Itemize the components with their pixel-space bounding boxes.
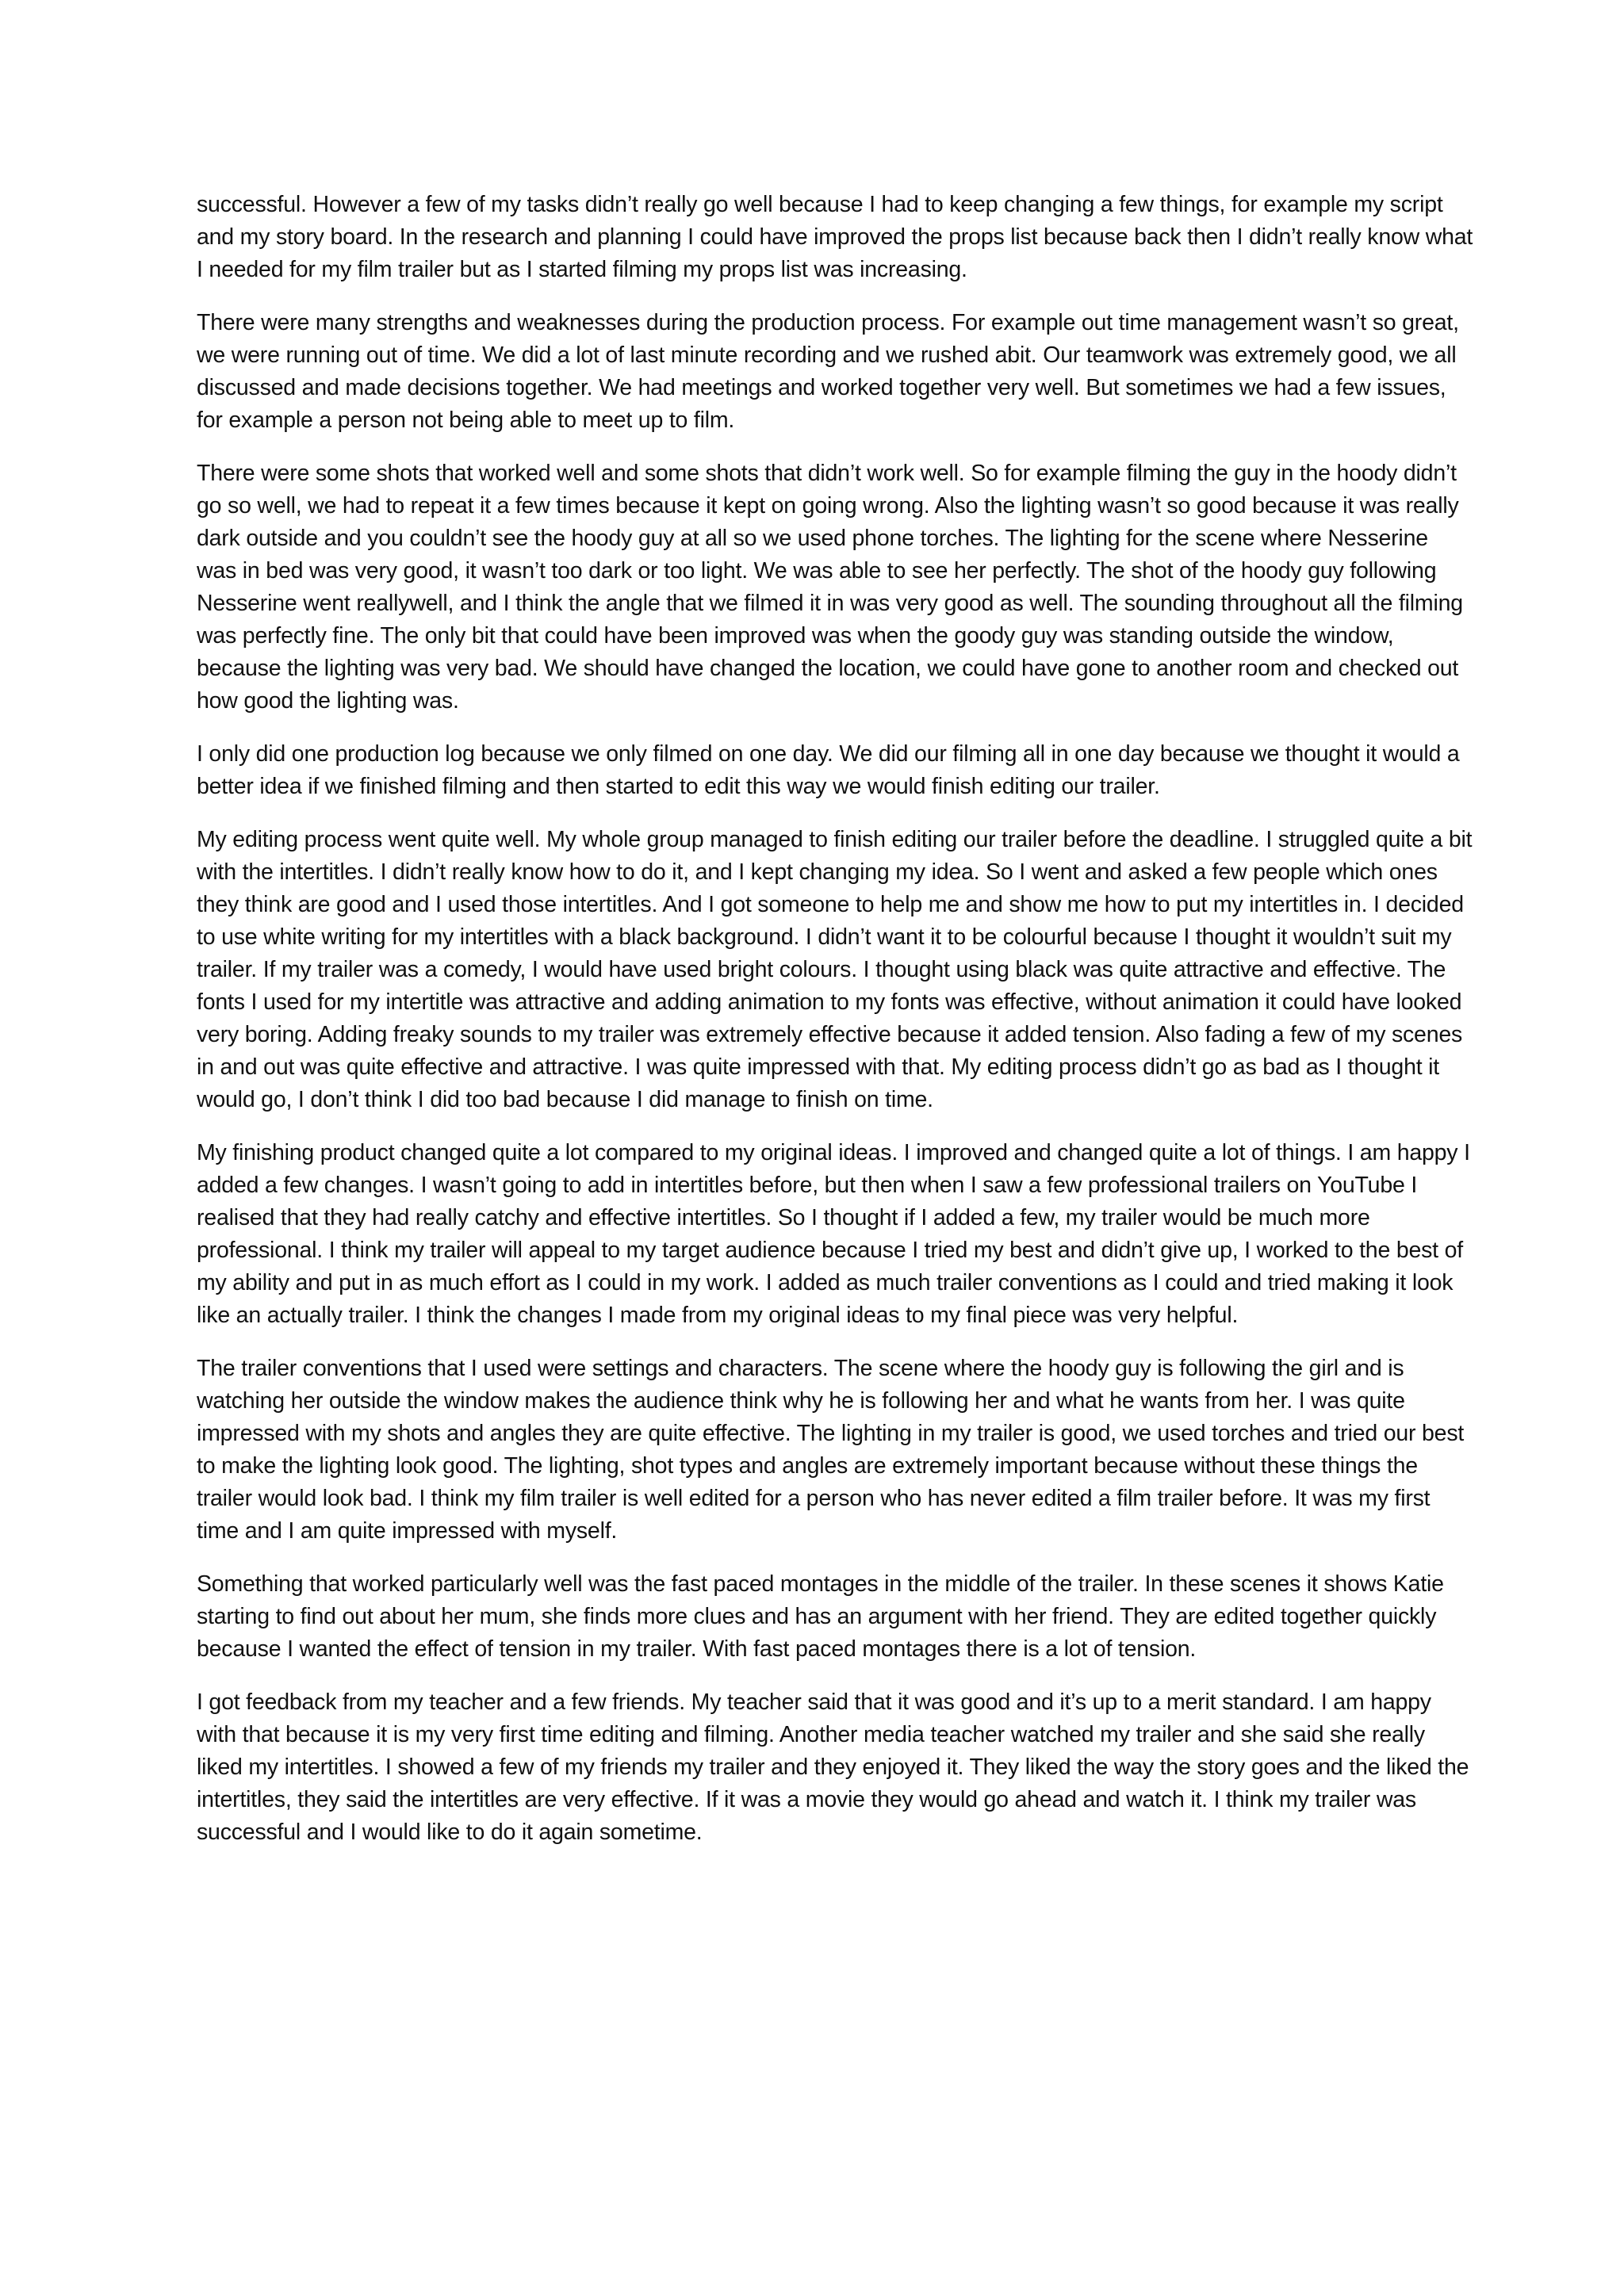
paragraph-4: I only did one production log because we only filmed on one day. We did our filming all in one day because we thought it would a better idea if we finished filming and then started to edit this way we would finish editing our trailer. xyxy=(197,741,1460,799)
paragraph-8: Something that worked particularly well was the fast paced montages in the middle of the trailer. In these scenes it shows Katie starting to find out about her mum, she finds more clues and has an argument with her friend. They are edited together quickly because I wanted the effect of tension in my trailer. With fast paced montages there is a lot of tension. xyxy=(197,1571,1444,1662)
paragraph-5: My editing process went quite well. My whole group managed to finish editing our trailer before the deadline. I struggled quite a bit with the intertitles. I didn’t really know how to do it, and I kept changing my idea. So I went and asked a few people which ones they think are good and I used those intertitles. And I got someone to help me and show me how to put my intertitles in. I decided to use white writing for my intertitles with a black background. I didn’t want it to be colourful because I thought it wouldn’t suit my trailer. If my trailer was a comedy, I would have used bright colours. I thought using black was quite attractive and effective. The fonts I used for my intertitle was attractive and adding animation to my fonts was effective, without animation it could have looked very boring. Adding freaky sounds to my trailer was extremely effective because it added tension. Also fading a few of my scenes in and out was quite effective and attractive. I was quite impressed with that. My editing process didn’t go as bad as I thought it would go, I don’t think I did too bad because I did manage to finish on time. xyxy=(197,827,1473,1112)
paragraph-7: The trailer conventions that I used were settings and characters. The scene where the hoody guy is following the girl and is watching her outside the window makes the audience think why he is following her and what he wants from her. I was quite impressed with my shots and angles they are quite effective. The lighting in my trailer is good, we used torches and tried our best to make the lighting look good. The lighting, shot types and angles are extremely important because without these things the trailer would look bad. I think my film trailer is well edited for a person who has never edited a film trailer before. It was my first time and I am quite impressed with myself. xyxy=(197,1356,1465,1544)
paragraph-2: There were many strengths and weaknesses during the production process. For example out time management wasn’t so great, we were running out of time. We did a lot of last minute recording and we rushed abit. Our teamwork was extremely good, we all discussed and made decisions together. We had meetings and worked together very well. But sometimes we had a few issues, for example a person not being able to meet up to film. xyxy=(197,310,1459,433)
paragraph-3: There were some shots that worked well and some shots that didn’t work well. So for example filming the guy in the hoody didn’t go so well, we had to repeat it a few times because it kept on going wrong. Also the lighting wasn’t so good because it was really dark outside and you couldn’t see the hoody guy at all so we used phone torches. The lighting for the scene where Nesserine was in bed was very good, it wasn’t too dark or too light. We was able to see her perfectly. The shot of the hoody guy following Nesserine went reallywell, and I think the angle that we filmed it in was very good as well. The sounding throughout all the filming was perfectly fine. The only bit that could have been improved was when the goody guy was standing outside the window, because the lighting was very bad. We should have changed the location, we could have gone to another room and checked out how good the lighting was. xyxy=(197,461,1463,714)
paragraph-1: successful. However a few of my tasks didn’t really go well because I had to keep changing a few things, for example my script and my story board. In the research and planning I could have improved the props list because back then I didn’t really know what I needed for my film trailer but as I started filming my props list was increasing. xyxy=(197,192,1473,282)
paragraph-9: I got feedback from my teacher and a few friends. My teacher said that it was good and it’s up to a merit standard. I am happy with that because it is my very first time editing and filming. Another media teacher watched my trailer and she said she really liked my intertitles. I showed a few of my friends my trailer and they enjoyed it. They liked the way the story goes and the liked the intertitles, they said the intertitles are very effective. If it was a movie they would go ahead and watch it. I think my trailer was successful and I would like to do it again sometime. xyxy=(197,1689,1469,1845)
document-body xyxy=(197,189,1473,1869)
paragraph-6: My finishing product changed quite a lot compared to my original ideas. I improved and changed quite a lot of things. I am happy I added a few changes. I wasn’t going to add in intertitles before, but then when I saw a few professional trailers on YouTube I realised that they had really catchy and effective intertitles. So I thought if I added a few, my trailer would be much more professional. I think my trailer will appeal to my target audience because I tried my best and didn’t give up, I worked to the best of my ability and put in as much effort as I could in my work. I added as much trailer conventions as I could and tried making it look like an actually trailer. I think the changes I made from my original ideas to my final piece was very helpful. xyxy=(197,1140,1470,1328)
